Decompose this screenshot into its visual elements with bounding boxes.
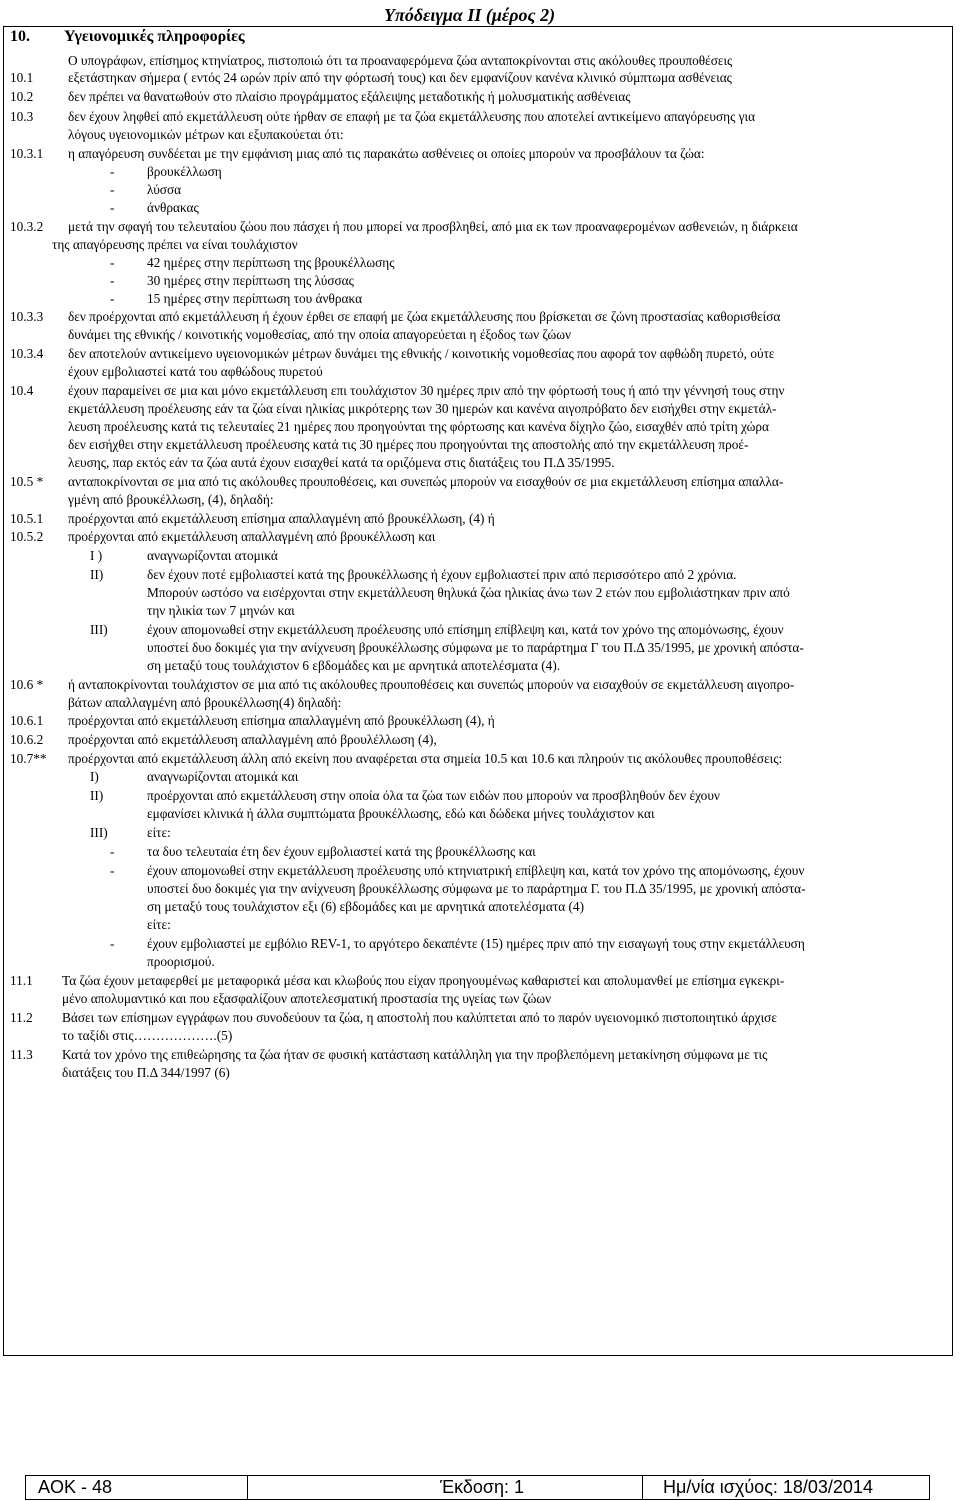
text-line: προορισμού. (147, 954, 215, 969)
page-title: Υπόδειγμα ΙΙ (μέρος 2) (384, 5, 556, 25)
text-line: - (110, 182, 115, 197)
section-heading (10, 28, 245, 46)
text-line: η απαγόρευση συνδέεται με την εμφάνιση μιας από τις παρακάτω ασθένειες οι οποίες μπορούν να προσβάλουν τα ζώα: (68, 146, 705, 161)
text-line: λευσης, παρ εκτός εάν τα ζώα αυτά έχουν εισαχθεί κατά τα οριζόμενα στις διατάξεις του Π.Δ 35/1995. (68, 455, 615, 470)
text-line: προέρχονται από εκμετάλλευση απαλλαγμένη από βρουκέλλωση και (68, 529, 436, 544)
text-line: εξετάστηκαν σήμερα ( εντός 24 ωρών πρίν από την φόρτωσή τους) και δεν εμφανίζουν κανένα κλινικό σύμπτωμα ασθένειας (68, 70, 732, 85)
text-line: ση μεταξύ τους τουλάχιστον 6 εβδομάδες και με αρνητικά αποτελέσματα (4). (147, 658, 561, 673)
text-line: προέρχονται από εκμετάλλευση άλλη από εκείνη που αναφέρεται στα σημεία 10.5 και 10.6 και πληρούν τις ακόλουθες προυποθέσεις: (68, 751, 783, 766)
text-line: προέρχονται από εκμετάλλευση επίσημα απαλλαγμένη από βρουκέλλωση (4), ή (68, 713, 495, 728)
text-line: Τα ζώα έχουν μεταφερθεί με μεταφορικά μέσα και κλωβούς που είχαν προηγουμένως καθαριστεί και απολυμανθεί με επίσημα εγκεκρι- (62, 973, 785, 988)
text-line: Ι) (90, 769, 99, 784)
text-line: υποστεί δυο δοκιμές για την ανίχνευση βρουκέλλωσης σύμφωνα με το παράρτημα Γ του Π.Δ 35/1995, με χρονική απόστα- (147, 640, 804, 655)
text-line: υποστεί δυο δοκιμές για την ανίχνευση βρουκέλλωσης σύμφωνα με το παράρτημα Γ. του Π.Δ 35/1995, με χρονική απόστα- (147, 881, 806, 896)
text-line: άνθρακας (147, 200, 199, 215)
footer-edition: Έκδοση: 1 (248, 1476, 643, 1499)
text-line: 10.6.1 (10, 713, 44, 728)
text-line: - (110, 164, 115, 179)
text-line: εμφανίσει κλινικά ή άλλα συμπτώματα βρουκέλλωσης, εδώ και δώδεκα μήνες τουλάχιστον και (147, 806, 655, 821)
text-line: λύσσα (147, 182, 182, 197)
text-line: - (110, 200, 115, 215)
text-line: ση μεταξύ τους τουλάχιστον εξι (6) εβδομάδες και με αρνητικά αποτελέσματα (4) (147, 899, 585, 914)
text-line: εκμετάλλευση προέλευσης εάν τα ζώα είναι ηλικίας μικρότερης των 30 ημερών και κανένα αιγοπρόβατο δεν εισήχθει στην εκμετάλ- (68, 401, 777, 416)
text-line: Βάσει των επίσημων εγγράφων που συνοδεύουν τα ζώα, η αποστολή που καλύπτεται από το παρόν υγειονομικό πιστοποιητικό άρχισε (62, 1010, 777, 1025)
text-line: βρουκέλλωση (147, 164, 222, 179)
text-line: γμένη από βρουκέλλωση, (4), δηλαδή: (68, 492, 274, 507)
text-line: 30 ημέρες στην περίπτωση της λύσσας (147, 273, 354, 288)
text-line: το ταξίδι στις……………….(5) (62, 1028, 233, 1043)
footer-bar (25, 1475, 930, 1500)
text-line: 10.3.4 (10, 346, 44, 361)
text-line: προέρχονται από εκμετάλλευση επίσημα απαλλαγμένη από βρουκέλλωση, (4) ή (68, 511, 495, 526)
text-line: - (110, 936, 115, 951)
text-line: Κατά τον χρόνο της επιθεώρησης τα ζώα ήταν σε φυσική κατάσταση κατάλληλη για την προβλεπόμενη μετακίνηση σύμφωνα με τις (62, 1047, 768, 1062)
text-line: ή ανταποκρίνονται τουλάχιστον σε μια από τις ακόλουθες προυποθέσεις και συνεπώς μπορούν να εισαχθούν σε εκμετάλλευση αιγοπρο- (68, 677, 795, 692)
text-line: 15 ημέρες στην περίπτωση του άνθρακα (147, 291, 363, 306)
text-line: 10.5 * (10, 474, 44, 489)
text-line: μένο απολυμαντικό και που εξασφαλίζουν αποτελεσματική προστασία της υγείας των ζώων (62, 991, 552, 1006)
section-title: Υγειονομικές πληροφορίες (64, 28, 245, 45)
text-line: την ηλικία των 7 μηνών και (147, 603, 295, 618)
text-line: 10.3.3 (10, 309, 44, 324)
text-line: 10.3.1 (10, 146, 44, 161)
text-line: - (110, 255, 115, 270)
text-line: έχουν απομονωθεί στην εκμετάλλευση προέλευσης υπό επίσημη επίβλεψη και, κατά τον χρόνο της απομόνωσης, έχουν (147, 622, 784, 637)
text-line: δυνάμει της εθνικής / κοινοτικής νομοθεσίας, από την οποία απαγορεύεται η έξοδος των ζώων (68, 327, 571, 342)
text-line: - (110, 273, 115, 288)
text-line: 10.7** (10, 751, 47, 766)
text-line: 11.2 (10, 1010, 33, 1025)
text-line: έχουν εμβολιαστεί κατά του αφθώδους πυρετού (68, 364, 323, 379)
text-line: είτε: (147, 917, 171, 932)
text-line: 10.3.2 (10, 219, 44, 234)
text-line: Ο υπογράφων, επίσημος κτηνίατρος, πιστοποιώ ότι τα προαναφερόμενα ζώα ανταποκρίνονται στις ακόλουθες προυποθέσεις (68, 53, 733, 68)
text-line: 10.5.2 (10, 529, 44, 544)
text-line: προέρχονται από εκμετάλλευση απαλλαγμένη από βρουλέλλωση (4), (68, 732, 437, 747)
text-line: δεν πρέπει να θανατωθούν στο πλαίσιο προγράμματος εξάλειψης μεταδοτικής ή μολυσματικής ασθένειας (68, 89, 631, 104)
text-line: ΙΙ) (90, 567, 104, 582)
text-line: 11.1 (10, 973, 33, 988)
text-line: έχουν εμβολιαστεί με εμβόλιο REV-1, το αργότερο δεκαπέντε (15) ημέρες πριν από την εισαγωγή τους στην εκμετάλλευση (147, 936, 805, 951)
text-line: δεν αποτελούν αντικείμενο υγειονομικών μέτρων δυνάμει της εθνικής / κοινοτικής νομοθεσίας που αφορά τον αφθώδη πυρετό, ούτε (68, 346, 775, 361)
text-line: - (110, 863, 115, 878)
text-line: Ι ) (90, 548, 103, 563)
text-line: 10.4 (10, 383, 34, 398)
text-line: 10.6.2 (10, 732, 44, 747)
text-line: έχουν απομονωθεί στην εκμετάλλευση προέλευσης υπό κτηνιατρική επίβλεψη και, κατά τον χρόνο της απομόνωσης, έχουν (147, 863, 805, 878)
footer-document-code: AOK - 48 (26, 1476, 248, 1499)
text-line: 11.3 (10, 1047, 33, 1062)
text-line: 10.3 (10, 109, 34, 124)
text-line: δεν εισήχθει στην εκμετάλλευση προέλευσης κατά τις 30 ημέρες που προηγούνται της αποστολής από την εκμετάλλευση προέ- (68, 437, 749, 452)
text-line: 10.1 (10, 70, 34, 85)
text-line: λευση προέλευσης κατά τις τελευταίες 21 ημέρες που προηγούνται της φόρτωσης και κανένα δίχηλο ζώο, εισαχθέν από τρίτη χώρα (68, 419, 769, 434)
text-line: δεν έχουν ποτέ εμβολιαστεί κατά της βρουκέλλωσης ή έχουν εμβολιαστεί πριν από περισσότερο από 2 χρόνια. (147, 567, 737, 582)
text-line: είτε: (147, 825, 171, 840)
text-line: δεν προέρχονται από εκμετάλλευση ή έχουν έρθει σε επαφή με ζώα εκμετάλλευσης που βρίσκεται σε ζώνη προστασίας καθορισθείσα (68, 309, 781, 324)
text-line: έχουν παραμείνει σε μια και μόνο εκμετάλλευση επι τουλάχιστον 30 ημέρες πριν από την φόρτωσή τους ή από την γέννησή τους στην (68, 383, 785, 398)
text-line: 42 ημέρες στην περίπτωση της βρουκέλλωσης (147, 255, 395, 270)
text-line: 10.5.1 (10, 511, 44, 526)
text-line: ανταποκρίνονται σε μια από τις ακόλουθες προυποθέσεις, και συνεπώς μπορούν να εισαχθούν σε μια εκμετάλλευση επίσημα απαλλα- (68, 474, 784, 489)
text-line: Μπορούν ωστόσο να εισέρχονται στην εκμετάλλευση θηλυκά ζώα ηλικίας άνω των 2 ετών που εμβολιάστηκαν πριν από (147, 585, 790, 600)
text-line: βάτων απαλλαγμένη από βρουκέλλωση(4) δηλαδή: (68, 695, 342, 710)
section-number: 10. (10, 28, 30, 45)
text-line: ΙΙΙ) (90, 825, 108, 840)
text-line: αναγνωρίζονται ατομικά και (147, 769, 299, 784)
text-line: προέρχονται από εκμετάλλευση στην οποία όλα τα ζώα των ειδών που μπορούν να προσβληθούν δεν έχουν (147, 788, 720, 803)
text-line: 10.2 (10, 89, 34, 104)
text-line: δεν έχουν ληφθεί από εκμετάλλευση ούτε ήρθαν σε επαφή με τα ζώα εκμετάλλευσης που αποτελεί αντικείμενο απαγόρευσης για (68, 109, 756, 124)
text-line: - (110, 291, 115, 306)
text-line: της απαγόρευσης πρέπει να είναι τουλάχιστον (52, 237, 298, 252)
text-line: ΙΙΙ) (90, 622, 108, 637)
text-line: λόγους υγειονομικών μέτρων και εξυπακούεται ότι: (68, 127, 344, 142)
footer-valid-date: Ημ/νία ισχύος: 18/03/2014 (663, 1477, 873, 1497)
text-line: αναγνωρίζονται ατομικά (147, 548, 278, 563)
text-line: μετά την σφαγή του τελευταίου ζώου που πάσχει ή που μπορεί να προσβληθεί, από μια εκ των προαναφερομένων ασθενειών, η διάρκεια (68, 219, 798, 234)
text-line: - (110, 844, 115, 859)
text-line: τα δυο τελευταία έτη δεν έχουν εμβολιαστεί κατά της βρουκέλλωσης και (147, 844, 536, 859)
text-line: ΙΙ) (90, 788, 104, 803)
text-line: διατάξεις του Π.Δ 344/1997 (6) (62, 1065, 230, 1080)
text-line: 10.6 * (10, 677, 44, 692)
